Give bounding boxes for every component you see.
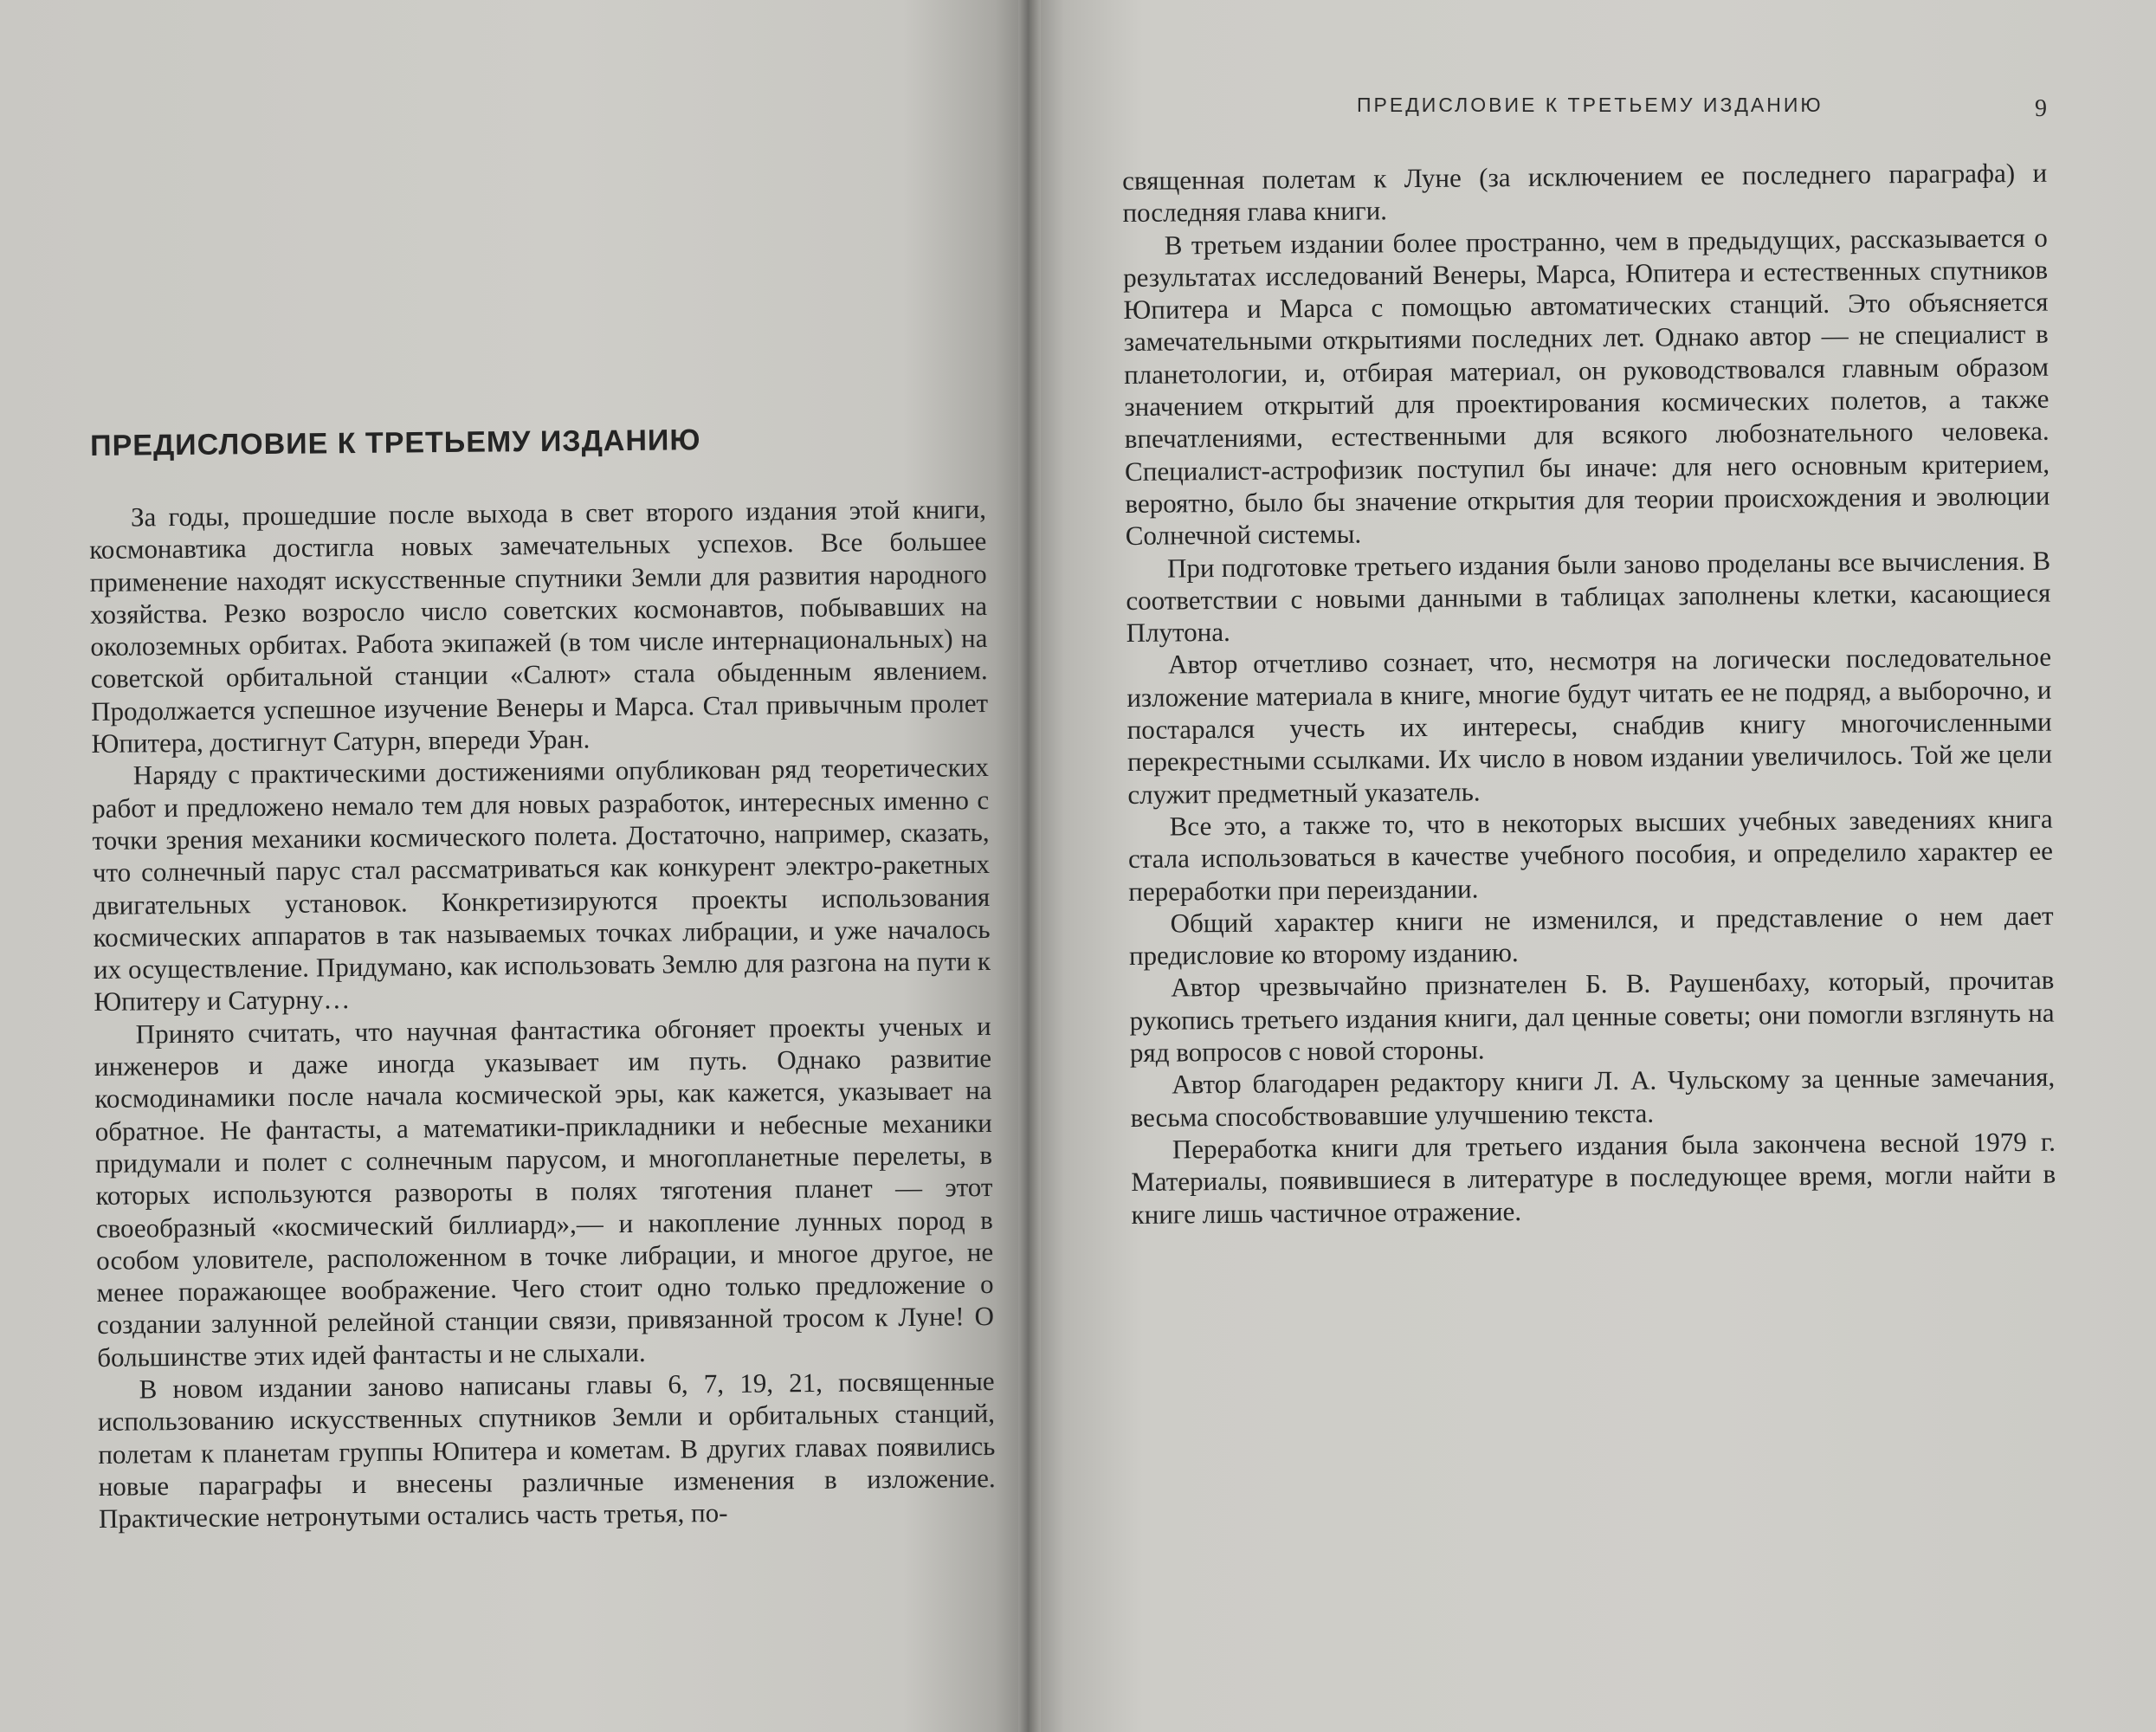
paragraph: священная полетам к Луне (за исключением ее последнего параграфа) и последняя глава книги.	[1122, 157, 2048, 229]
chapter-title: ПРЕДИСЛОВИЕ К ТРЕТЬЕМУ ИЗДАНИЮ	[89, 423, 701, 462]
running-head: ПРЕДИСЛОВИЕ К ТРЕТЬЕМУ ИЗДАНИЮ	[1357, 94, 1824, 116]
paragraph: Автор отчетливо сознает, что, несмотря на логически последовательное изложение материала в книге, многие будут читать ее не подряд, а выборочно, и постарался учесть их интересы, снабдив книгу многочисленными перекрестными ссылками. Их число в новом издании увеличилось. Той же цели служит предметный указатель.	[1126, 642, 2053, 810]
paragraph: В новом издании заново написаны главы 6, 7, 19, 21, посвященные использованию искусственных спутников Земли и орбитальных станций, полетам к планетам группы Юпитера и кометам. В других главах появились новые параграфы и внесены различные изменения в изложение. Практические нетронутыми остались часть третья, по-	[97, 1366, 996, 1535]
paragraph: Общий характер книги не изменился, и представление о нем дает предисловие ко второму изданию.	[1128, 900, 2054, 972]
paragraph: Наряду с практическими достижениями опубликован ряд теоретических работ и предложено немало тем для новых разработок, интересных именно с точки зрения механики космического полета. Достаточно, например, сказать, что солнечный парус стал рассматриваться как конкурент электро-ракетных двигательных установок. Конкретизируются проекты использования космических аппаратов в так называемых точках либрации, и уже началось их осуществление. Придумано, как использовать Землю для разгона на пути к Юпитеру и Сатурну…	[92, 752, 991, 1018]
paragraph: За годы, прошедшие после выхода в свет второго издания этой книги, космонавтика достигла новых замечательных успехов. Все большее применение находят искусственные спутники Земли для развития народного хозяйства. Резко возросло число советских космонавтов, побывавших на околоземных орбитах. Работа экипажей (в том числе интернациональных) на советской орбитальной станции «Салют» стала обыденным явлением. Продолжается успешное изучение Венеры и Марса. Стал привычным пролет Юпитера, достигнут Сатурн, впереди Уран.	[89, 494, 989, 759]
left-page	[0, 0, 1026, 1732]
paragraph: Переработка книги для третьего издания была закончена весной 1979 г. Материалы, появившиеся в литературе в последующее время, могли найти в книге лишь частичное отражение.	[1131, 1126, 2056, 1230]
paragraph: В третьем издании более пространно, чем в предыдущих, рассказывается о результатах исследований Венеры, Марса, Юпитера и естественных спутников Юпитера и Марса с помощью автоматических станций. Это объясняется замечательными открытиями последних лет. Однако автор — не специалист в планетологии, и, отбирая материал, он руководствовался главным образом значением открытий для проектирования космических полетов, а также впечатлениями, естественными для всякого любознательного человека. Специалист-астрофизик поступил бы иначе: для него основным критерием, вероятно, было бы значение открытия для теории происхождения и эволюции Солнечной системы.	[1122, 222, 2050, 552]
paragraph: Автор благодарен редактору книги Л. А. Чульскому за ценные замечания, весьма способствовавшие улучшению текста.	[1130, 1061, 2056, 1133]
right-page	[1030, 0, 2156, 1732]
book-gutter	[1018, 0, 1041, 1732]
paragraph: Принято считать, что научная фантастика обгоняет проекты ученых и инженеров и даже иногда указывает им путь. Однако развитие космодинамики после начала космической эры, как кажется, указывает на обратное. Не фантасты, а математики-прикладники и небесные механики придумали и полет с солнечным парусом, и многопланетные перелеты, в которых используются развороты в полях тяготения планет — этот своеобразный «космический биллиард»,— и накопление лунных пород в особом уловителе, расположенном в точке либрации, и многое другое, не менее поражающее воображение. Чего стоит одно только предложение о создании залунной релейной станции связи, привязанной тросом к Луне! О большинстве этих идей фантасты и не слыхали.	[94, 1010, 995, 1373]
paragraph: При подготовке третьего издания были заново проделаны все вычисления. В соответствии с новыми данными в таблицах заполнены клетки, касающиеся Плутона.	[1126, 545, 2051, 649]
left-page-text	[88, 421, 996, 1535]
paragraph: Все это, а также то, что в некоторых высших учебных заведениях книга стала использоваться в качестве учебного пособия, и определило характер ее переработки при переиздании.	[1127, 803, 2054, 907]
page-number: 9	[2035, 95, 2047, 122]
paragraph: Автор чрезвычайно признателен Б. В. Раушенбаху, который, прочитав рукопись третьего издания книги, дал ценные советы; они помогли взглянуть на ряд вопросов с новой стороны.	[1129, 965, 2055, 1068]
right-page-text	[1122, 157, 2056, 1231]
